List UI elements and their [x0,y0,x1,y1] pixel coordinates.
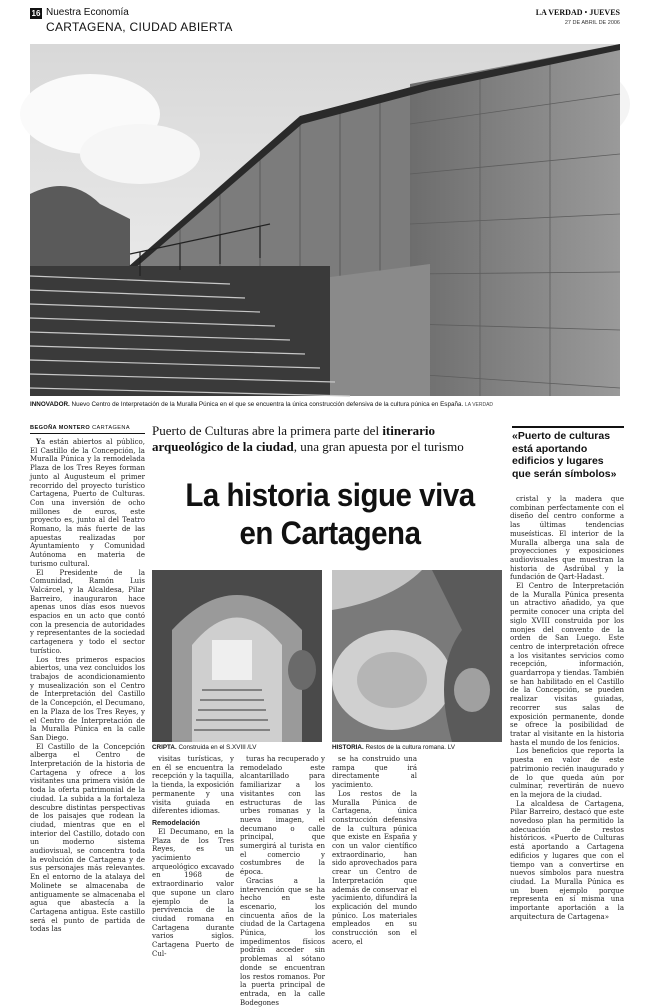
paragraph: La alcaldesa de Cartagena, Pilar Barreiro, destacó que este novedoso plan ha permitido la adecuación de restos históricos. «Puerto de Culturas está aportando a Cartagena edificios y lugares que con el tiempo van a convertirse en nuevos símbolos para nuestra ciudad. La Muralla Púnica es un buen ejemplo porque representa en sí misma una importante aportación a la arquitectura de Cartagena» [510,799,624,921]
ruins-photo-caption [332,744,455,751]
column-4 [332,755,417,946]
section-name: Nuestra Economía [46,7,129,18]
crypt-photo-caption [152,744,256,751]
paragraph: El Castillo de la Concepción alberga el Centro de Interpretación de la historia de Cartagena y ofrece a los visitantes una primera visión de toda la oferta patrimonial de la ciudad. La subida a la fortaleza descubre distintas perspectivas de los paisajes que rodean la ciudad, mientras que en el interior del Castillo, dotado con un moderno sistema audiovisual, se concentra toda la evolución de Cartagena y de sus personajes más relevantes. En el entorno de la atalaya del Molinete se almacenaba de antiguamente se almacenaba el agua que abastecía a la Cartagena antigua. Este castillo será el punto de partida de todas las [30,742,145,934]
newspaper-title: LA VERDAD [535,8,583,17]
kicker-bold: itinerario arqueológico de la ciudad [152,423,436,454]
column-1 [30,437,145,934]
paragraph: Los beneficios que reporta la puesta en valor de este patrimonio recién inaugurado y de lo que queda aún por culminar, revertirán de nuevo en la mejora de la ciudad. [510,747,624,799]
main-photo-caption [30,401,630,408]
ruins-photo [332,570,502,742]
paragraph: turas ha recuperado y remodelado este alcantarillado para familiarizar a los visitantes con las estructuras de las urbes romanas y la nueva imagen, el decumano o calle principal, que sumergirá al turista en el comercio y costumbres de la época. [240,755,325,877]
crypt-illustration [152,570,322,742]
caption-label: HISTORIA. [332,744,364,751]
paragraph: El Centro de Interpretación de la Muralla Púnica presenta un atractivo añadido, ya que permite conocer una cripta del siglo XVIII construida por los monjes del convento de la orden de San Luego. Este centro de interpretación ofrece a los visitantes servicios como recepción, información, guardarropa y tiendas. También se han habilitado en el Castillo de la Concepción, se pueden realizar visitas guiadas, recorrer sus salas de exposición permanente, donde se ofrece la posibilidad de tratar al visitante en la historia hasta el mundo de los fenicios. [510,582,624,747]
headline-line-2: en Cartagena [239,515,421,551]
main-photo [30,44,620,396]
byline-rule [30,433,145,434]
headline-line-1: La historia sigue viva [185,477,475,513]
kicker-part-2: , una gran apuesta por el turismo [293,439,464,454]
paragraph: Los tres primeros espacios abiertos, una vez concluidos los trabajos de acondicionamiento y musealización son el Centro de Interpretación del Castillo de la Concepción, el Decumano, en la Plaza de los Tres Reyes, y el Centro de Interpretación de la Muralla Púnica en la calle San Diego. [30,655,145,742]
paragraph: Gracias a la intervención que se ha hecho en este escenario, los cincuenta años de la ciudad de la Cartagena Púnica, los impedimentos físicos podrán acceder sin problemas al sótano donde se encuentran los restos romanos. Por la puerta principal de entrada, en la calle Bodegones [240,876,325,1007]
caption-text: Restos de la cultura romana. LV [365,744,455,751]
byline [30,425,130,431]
paragraph: cristal y la madera que combinan perfectamente con el diseño del centro conforme a las últimas tendencias museísticas. El interior de la Muralla alberga una sala de proyecciones y exposiciones audiovisuales que muestran la historia de Asdrúbal y la fundación de Qart-Hadast. [510,495,624,582]
kicker [152,423,502,455]
ruins-illustration [332,570,502,742]
subheading: Remodelación [152,819,200,827]
column-5 [510,495,624,921]
pull-quote: «Puerto de culturas está aportando edificios y lugares que serán símbolos» [512,426,624,480]
issue-day: JUEVES [589,8,620,17]
page-number: 16 [31,9,41,18]
building-illustration [30,44,620,396]
caption-label: INNOVADOR. [30,401,70,408]
paragraph: se ha construido una rampa que irá directamente al yacimiento. [332,755,417,790]
headline [166,476,494,552]
caption-label: CRIPTA. [152,744,177,751]
paragraph: El Presidente de la Comunidad, Ramón Luis Valcárcel, y la Alcaldesa, Pilar Barreiro, inauguraron hace apenas unos días esos nuevos espacios en un acto que contó con la presencia de autoridades y representantes de la sociedad cartagenera y todo el sector turístico. [30,568,145,655]
crypt-photo [152,570,322,742]
newspaper-name: LA VERDAD • JUEVES [535,8,620,17]
column-3 [240,755,325,1007]
paragraph: Los restos de la Muralla Púnica de Cartagena, única construcción defensiva de la cultura púnica que existe en España y con un valor científico extraordinario, han sido aprovechados para crear un Centro de Interpretación que además de conservar el yacimiento, difundirá la explicación del mundo púnico. Los materiales empleados en su construcción son el acero, el [332,789,417,946]
column-2 [152,755,234,958]
byline-author: BEGOÑA MONTERO [30,425,91,431]
caption-text: Construida en el S.XVIII /LV [178,744,257,751]
kicker-part-1: Puerto de Culturas abre la primera parte del [152,423,380,438]
paragraph: El Decumano, en la Plaza de los Tres Reyes, es un yacimiento arqueológico excavado en 1968 de extraordinario valor que supone un claro ejemplo de la pervivencia de la ciudad romana en Cartagena durante varios siglos. Cartagena Puerto de Cul- [152,827,234,958]
paragraph: visitas turísticas, y en él se encuentra la recepción y la taquilla, la tienda, la exposición permanente y una visita guiada en diferentes idiomas. [152,755,234,816]
caption-text: Nuevo Centro de Interpretación de la Muralla Púnica en el que se encuentra la única construcción defensiva de la cultura púnica en España. [71,401,464,408]
issue-date: 27 DE ABRIL DE 2006 [564,20,620,26]
paragraph: Ya están abiertos al público, El Castillo de la Concepción, la Muralla Púnica y la remodelada Plaza de los Tres Reyes forman junto al Augusteum el primer recorrido del proyecto turístico Cartagena, Puerto de Culturas. Con una inversión de ocho millones de euros, este proyecto es, junto al del Teatro Romano, la más fuerte de las apuestas realizadas por Ayuntamiento y Comunidad Autónoma en materia de turismo cultural. [30,437,145,568]
photo-credit: LA VERDAD [464,402,494,408]
page-header [30,6,620,36]
subsection-name: CARTAGENA, CIUDAD ABIERTA [46,20,233,34]
byline-place: CARTAGENA [92,425,130,431]
